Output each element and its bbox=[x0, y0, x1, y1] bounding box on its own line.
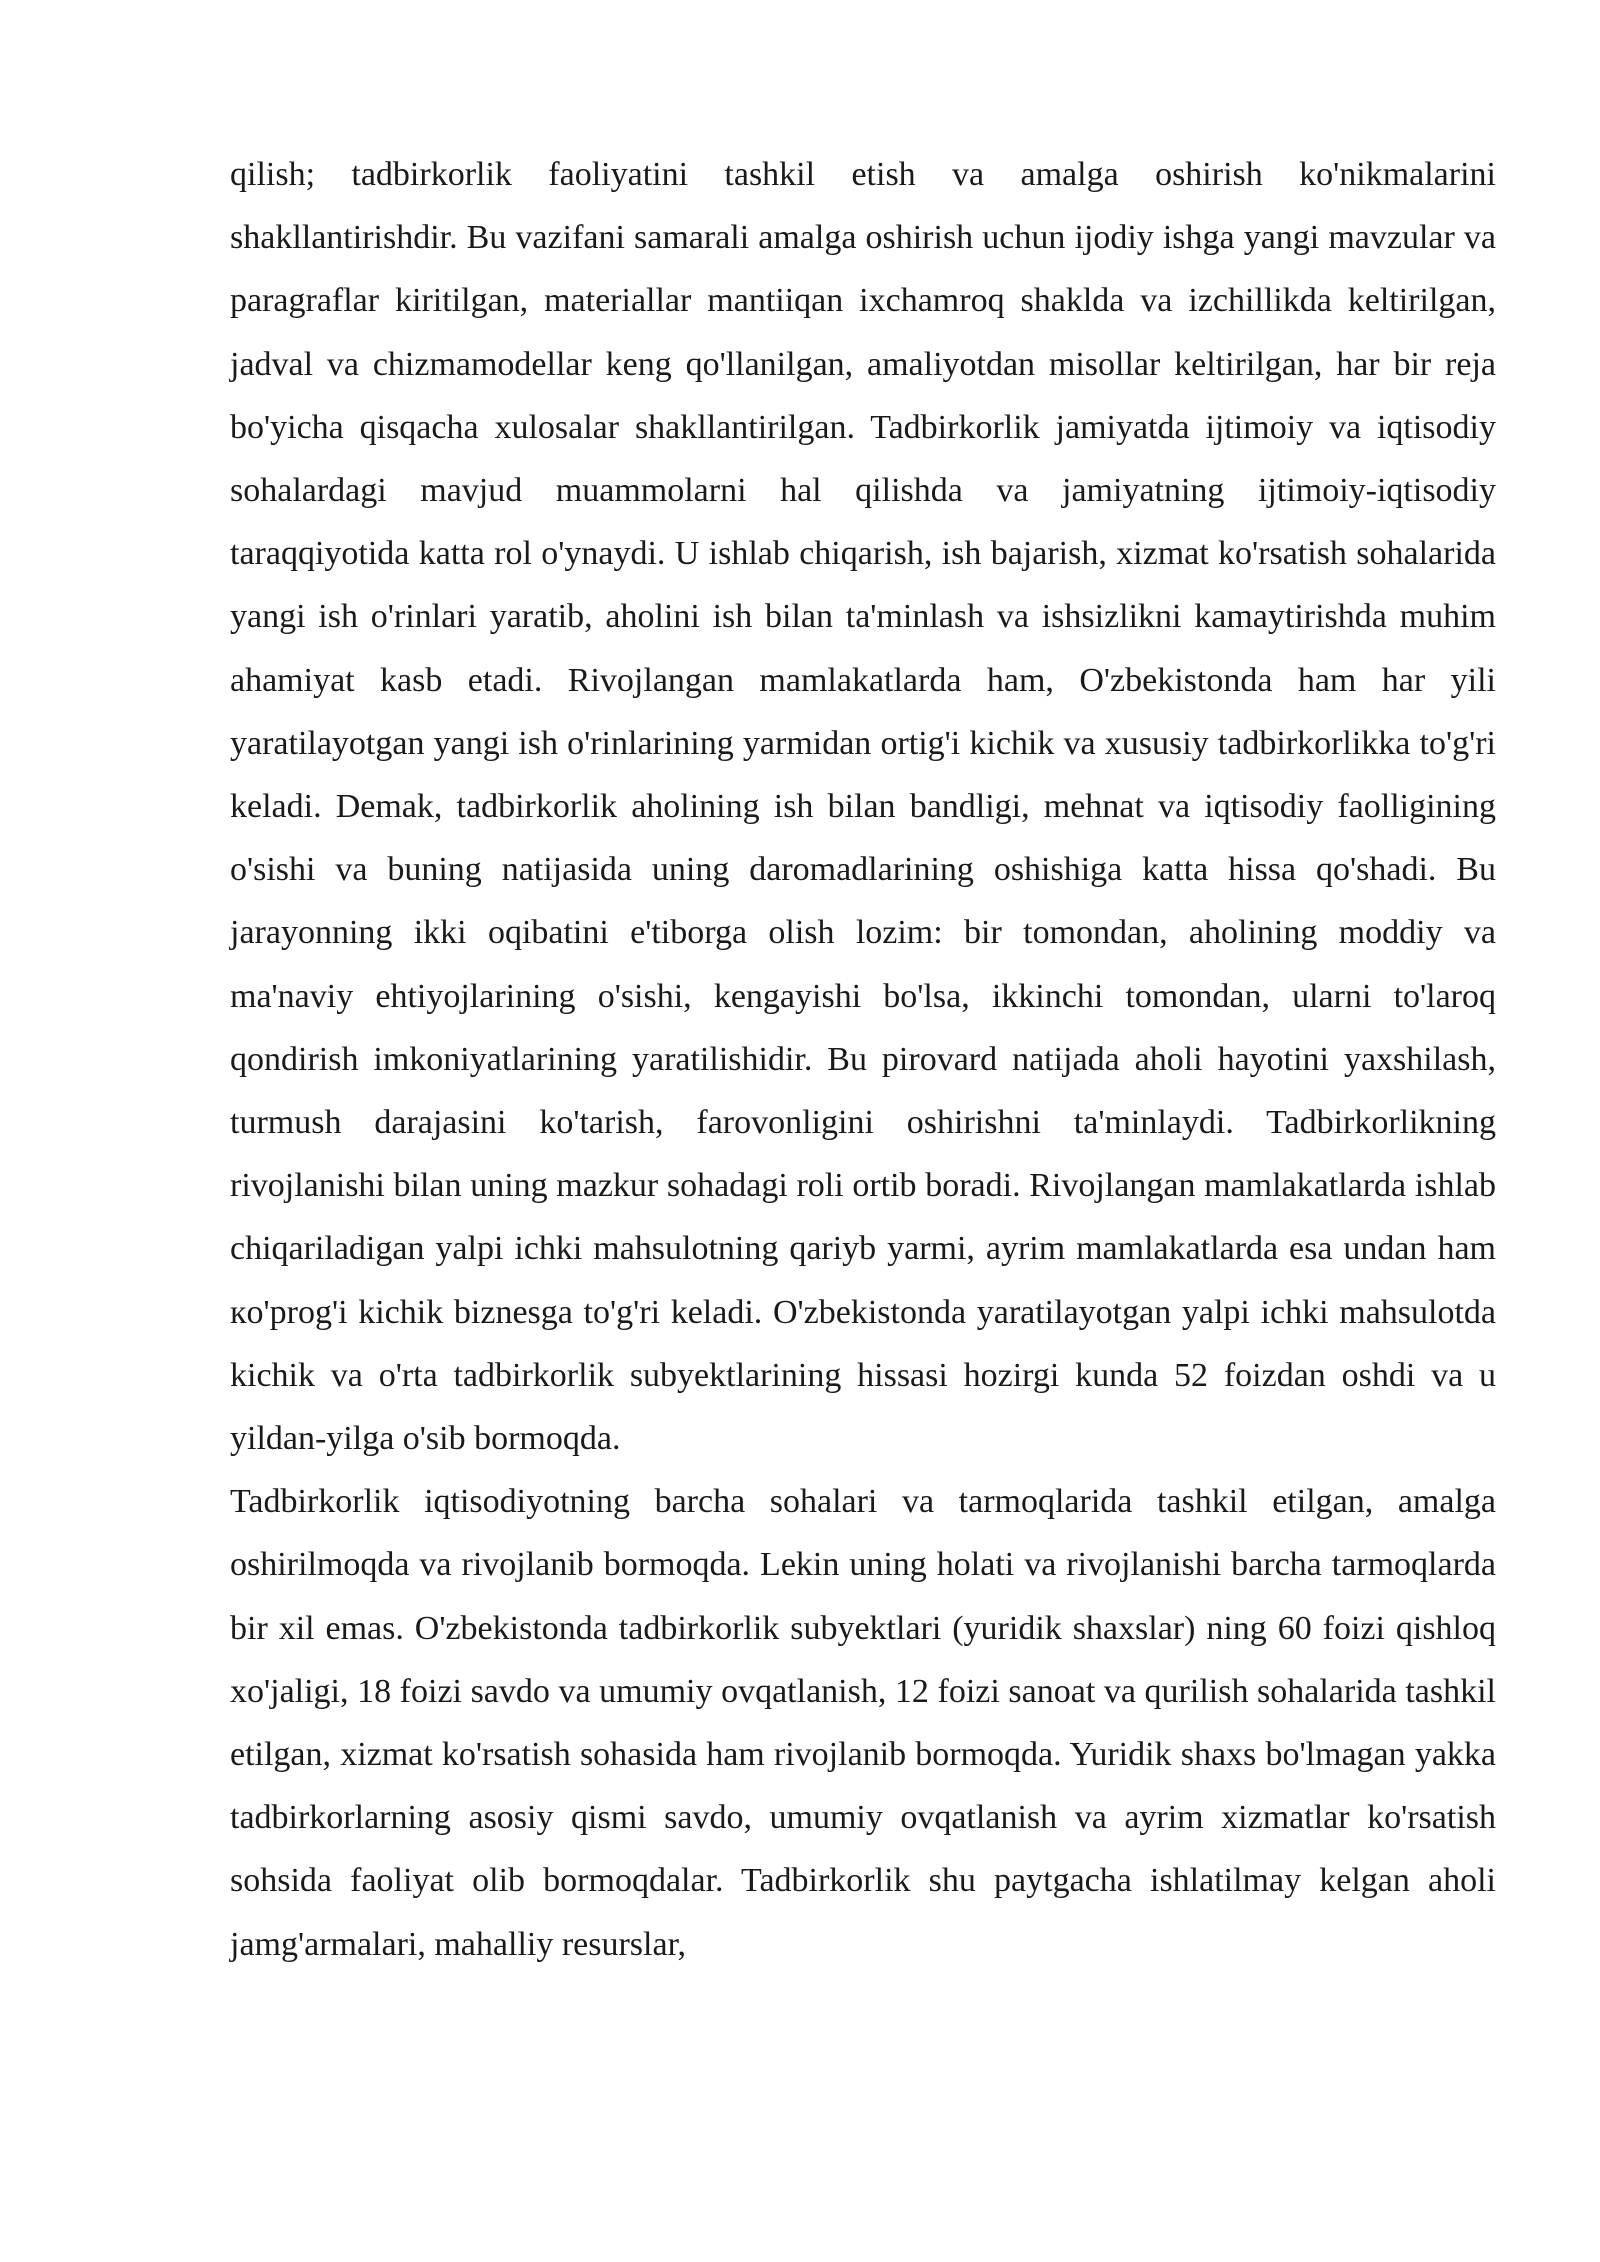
paragraph: qilish; tadbirkorlik faoliyatini tashkil etish va amalga oshirish ko'nikmalarini shakllantirishdir. Bu vazifani samarali amalga oshirish uchun ijodiy ishga yangi mavzular va paragraflar kiritilgan, materiallar mantiiqan ixchamroq shaklda va izchillikda keltirilgan, jadval va chizmamodellar keng qo'llanilgan, amaliyotdan misollar keltirilgan, har bir reja bo'yicha qisqacha xulosalar shakllantirilgan. Tadbirkorlik jamiyatda ijtimoiy va iqtisodiy sohalardagi mavjud muammolarni hal qilishda va jamiyatning ijtimoiy-iqtisodiy taraqqiyotida katta rol o'ynaydi. U ishlab chiqarish, ish bajarish, xizmat ko'rsatish sohalarida yangi ish o'rinlari yaratib, aholini ish bilan ta'minlash va ishsizlikni kamaytirishda muhim ahamiyat kasb etadi. Rivojlangan mamlakatlarda ham, O'zbekistonda ham har yili yaratilayotgan yangi ish o'rinlarining yarmidan ortig'i kichik va xususiy tadbirkorlikka to'g'ri keladi. Demak, tadbirkorlik aholining ish bilan bandligi, mehnat va iqtisodiy faolligining o'sishi va buning natijasida uning daromadlarining oshishiga katta hissa qo'shadi. Bu jarayonning ikki oqibatini e'tiborga olish lozim: bir tomondan, aholining moddiy va ma'naviy ehtiyojlarining o'sishi, kengayishi bo'lsa, ikkinchi tomondan, ularni to'laroq qondirish imkoniyatlarining yaratilishidir. Bu pirovard natijada aholi hayotini yaxshilash, turmush darajasini ko'tarish, farovonligini oshirishni ta'minlaydi. Tadbirkorlikning rivojlanishi bilan uning mazkur sohadagi roli ortib boradi. Rivojlangan mamlakatlarda ishlab chiqariladigan yalpi ichki mahsulotning qariyb yarmi, ayrim mamlakatlarda esa undan ham кo'prog'i kichik biznesga to'g'ri keladi. O'zbekistonda yaratilayotgan yalpi ichki mahsulotda kichik va o'rta tadbirkorlik subyektlarining hissasi hozirgi kunda 52 foizdan oshdi va u yildan-yilga o'sib bormoqda. bbox=[230, 156, 1496, 1458]
body-text bbox=[230, 143, 1496, 1976]
paragraph: Tadbirkorlik iqtisodiyotning barcha sohalari va tarmoqlarida tashkil etilgan, amalga oshirilmoqda va rivojlanib bormoqda. Lekin uning holati va rivojlanishi barcha tarmoqlarda bir xil emas. O'zbekistonda tadbirkorlik subyektlari (yuridik shaxslar) ning 60 foizi qishloq xo'jaligi, 18 foizi savdo va umumiy ovqatlanish, 12 foizi sanoat va qurilish sohalarida tashkil etilgan, xizmat ko'rsatish sohasida ham rivojlanib bormoqda. Yuridik shaxs bo'lmagan yakka tadbirkorlarning asosiy qismi savdo, umumiy ovqatlanish va ayrim xizmatlar ko'rsatish sohsida faoliyat olib bormoqdalar. Tadbirkorlik shu paytgacha ishlatilmay kelgan aholi jamg'armalari, mahalliy resurslar, bbox=[230, 1483, 1496, 1963]
